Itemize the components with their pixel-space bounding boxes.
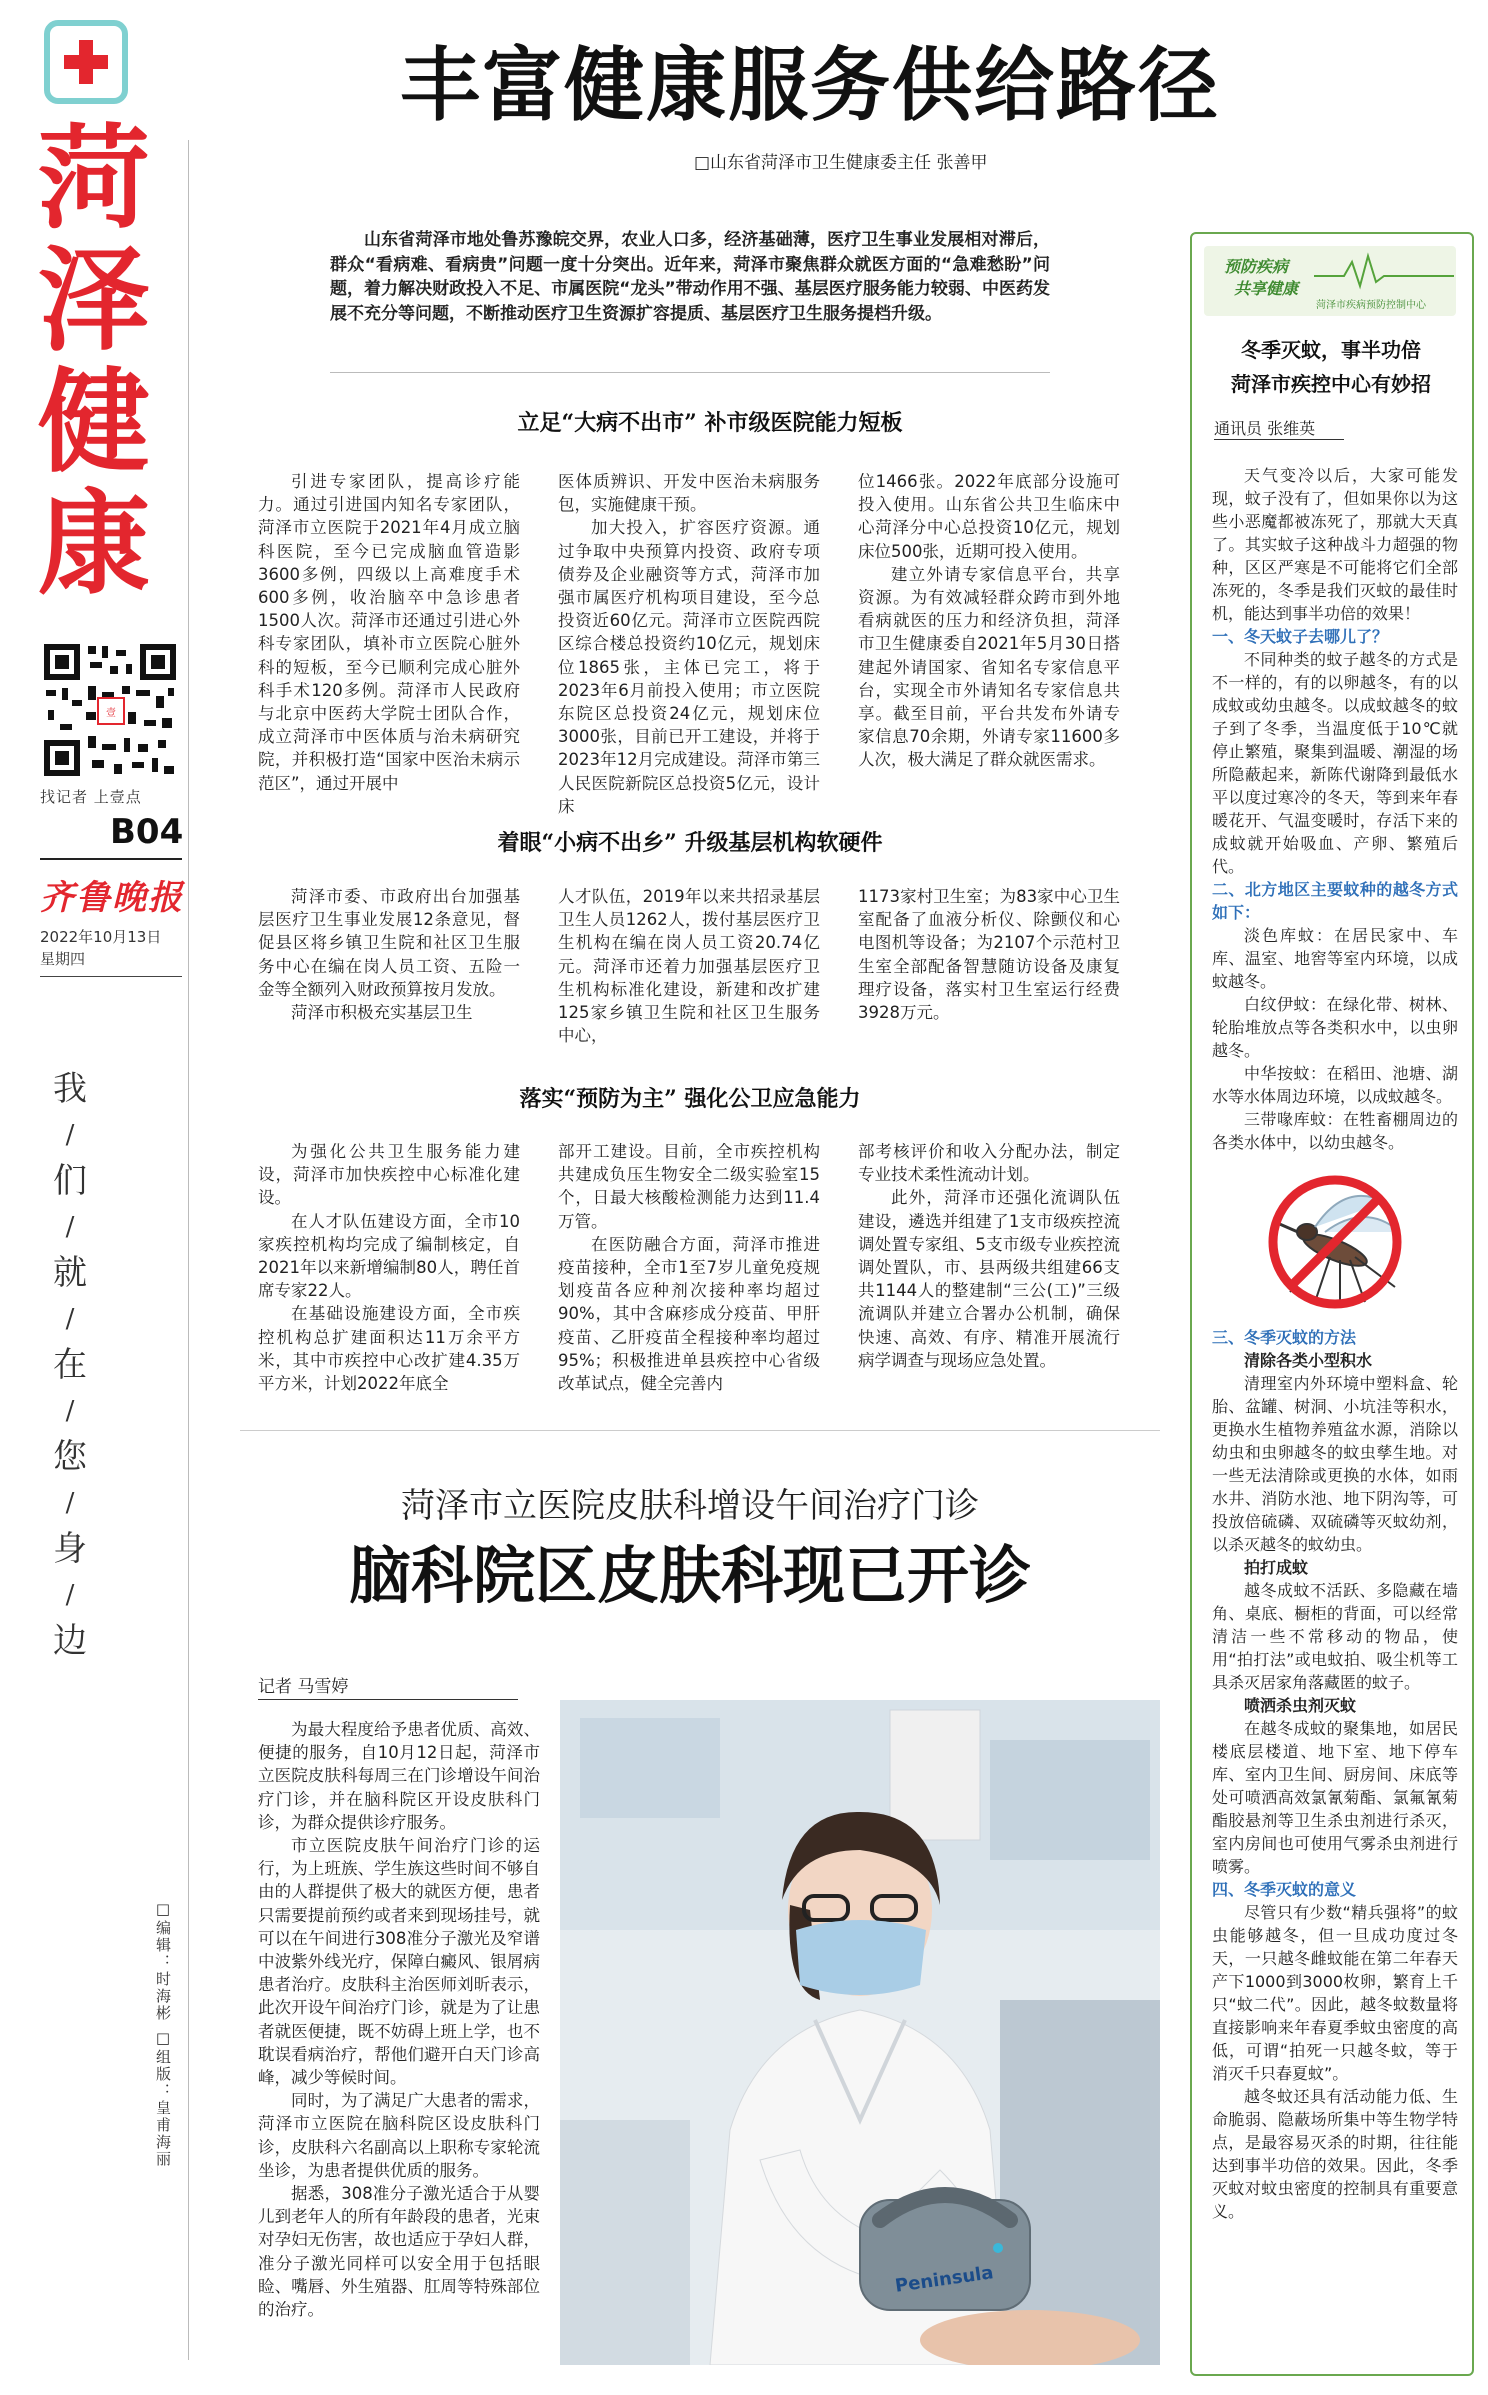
paragraph: 为最大程度给予患者优质、高效、便捷的服务，自10月12日起，菏泽市立医院皮肤科每周三在门诊增设午间治疗门诊，并在脑科院区开设皮肤科门诊，为群众提供诊疗服务。 — [258, 1720, 540, 1832]
title-char: 康 — [38, 480, 150, 610]
paragraph: 市立医院皮肤午间治疗门诊的运行，为上班族、学生族这些时间不够自由的人群提供了极大的就医方便，患者只需要提前预约或者来到现场挂号，就可以在午间进行308准分子激光及窄谱中波紫外线光疗，保障白癜风、银屑病患者治疗。皮肤科主治医师刘昕表示，此次开设午间治疗门诊，就是为了让患者就医便捷，既不妨碍上班上学，也不耽误看病治疗，帮他们避开白天门诊高峰，减少等候时间。 — [258, 1836, 540, 2088]
section1-col2 — [558, 470, 820, 818]
side-title-1: 冬季灭蚊，事半功倍 — [1241, 338, 1421, 362]
section1-col1 — [258, 470, 520, 795]
paragraph: 1173家村卫生室；为83家中心卫生室配备了血液分析仪、除颤仪和心电图机等设备；为2107个示范村卫生室全部配备智慧随访设备及康复理疗设备，落实村卫生室运行经费3928万元。 — [858, 887, 1120, 1023]
paragraph: 建立外请专家信息平台，共享资源。为有效减轻群众跨市到外地看病就医的压力和经济负担，菏泽市卫生健康委自2021年5月30日搭建起外请国家、省知名专家信息平台，实现全市外请知名专家信息共享。截至目前，平台共发布外请专家信息70余期，外请专家11600多人次，极大满足了群众就医需求。 — [858, 564, 1120, 770]
slogan-char: / — [65, 1396, 75, 1426]
column-title-vertical — [34, 114, 154, 610]
lead-divider — [330, 372, 1050, 373]
paragraph: 天气变冷以后，大家可能发现，蚊子没有了，但如果你以为这些小恶魔都被冻死了，那就大天真了。其实蚊子这种战斗力超强的物种，区区严寒是不可能将它们全部冻死的，冬季是我们灭蚊的最佳时机，能达到事半功倍的效果！ — [1212, 466, 1458, 623]
paper-logo: 齐鲁晚报 — [40, 878, 184, 918]
paragraph: 三带喙库蚊：在牲畜棚周边的各类水体中，以幼虫越冬。 — [1212, 1110, 1458, 1152]
paragraph: 越冬蚊还具有活动能力低、生命脆弱、隐蔽场所集中等生物学特点，是最容易灭杀的时期，往往能达到事半功倍的效果。因此，冬季灭蚊对蚊虫密度的控制具有重要意义。 — [1212, 2087, 1458, 2221]
section1-col3 — [858, 470, 1120, 772]
logo-org: 菏泽市疾病预防控制中心 — [1316, 300, 1426, 311]
qr-code[interactable] — [40, 640, 180, 780]
lead-text: 山东省菏泽市地处鲁苏豫皖交界，农业人口多，经济基础薄，医疗卫生事业发展相对滞后，群众“看病难、看病贵”问题一度十分突出。近年来，菏泽市聚焦群众就医方面的“急难愁盼”问题，着力解决财政投入不足、市属医院“龙头”带动作用不强、基层医疗服务能力较弱、中医药发展不充分等问题，不断推动医疗卫生资源扩容提质、基层医疗卫生服务提档升级。 — [330, 230, 1050, 324]
section-heading: 二、北方地区主要蚊种的越冬方式如下： — [1212, 880, 1458, 922]
logo-line1: 预防疾病 — [1224, 257, 1289, 276]
paragraph: 尽管只有少数“精兵强将”的蚊虫能够越冬，但一旦成功度过冬天，一只越冬雌蚊能在第二年春天产下1000到3000枚卵，繁育上千只“蚊二代”。因此，越冬蚊数量将直接影响来年春夏季蚊虫密度的高低，可谓“拍死一只越冬蚊，等于消灭千只春夏蚊”。 — [1212, 1903, 1458, 2083]
section3-col1 — [258, 1140, 520, 1395]
slogan-char: / — [65, 1120, 75, 1150]
section-heading: 四、冬季灭蚊的意义 — [1212, 1880, 1357, 1899]
paragraph: 菏泽市委、市政府出台加强基层医疗卫生事业发展12条意见，督促县区将乡镇卫生院和社区卫生服务中心在编在岗人员工资、五险一金等全额列入财政预算按月发放。 — [258, 887, 520, 999]
slogan-char: / — [65, 1304, 75, 1334]
section2-col1 — [258, 885, 520, 1024]
second-headline: 脑科院区皮肤科现已开诊 — [348, 1539, 1031, 1612]
slogan-char: 身 — [53, 1529, 87, 1569]
main-byline: □山东省菏泽市卫生健康委主任 张善甲 — [694, 153, 988, 173]
slogan-char: 在 — [53, 1345, 87, 1385]
paragraph: 清理室内外环境中塑料盒、轮胎、盆罐、树洞、小坑洼等积水，更换水生植物养殖盆水源，消除以幼虫和虫卵越冬的蚊虫孳生地。对一些无法清除或更换的水体，如雨水井、消防水池、地下阴沟等，可投放倍硫磷、双硫磷等灭蚊幼剂，以杀灭越冬的蚊幼虫。 — [1212, 1374, 1458, 1554]
side-title-2: 菏泽市疾控中心有妙招 — [1231, 372, 1431, 396]
paragraph: 在越冬成蚊的聚集地，如居民楼底层楼道、地下室、地下停车库、室内卫生间、厨房间、床底等处可喷洒高效氯氰菊酯、氯氟氰菊酯胶悬剂等卫生杀虫剂进行杀灭，室内房间也可使用气雾杀虫剂进行喷雾。 — [1212, 1719, 1458, 1876]
paragraph: 此外，菏泽市还强化流调队伍建设，遴选并组建了1支市级疾控流调处置专家组、5支市级专业疾控流调处置队，市、县两级共组建66支共1144人的整建制“三公(工)”三级流调队并建立合署办公机制，确保快速、高效、有序、精准开展流行病学调查与现场应急处置。 — [858, 1188, 1120, 1370]
main-headline: 丰富健康服务供给路径 — [400, 38, 1220, 132]
paragraph: 人才队伍，2019年以来共招录基层卫生人员1262人，拨付基层医疗卫生机构在编在岗人员工资20.74亿元。菏泽市还着力加强基层医疗卫生机构标准化建设，新建和改扩建125家乡镇卫生院和社区卫生服务中心， — [558, 887, 820, 1046]
issue-weekday: 星期四 — [40, 950, 86, 968]
section-heading-3: 落实“预防为主” 强化公卫应急能力 — [519, 1086, 861, 1112]
paragraph: 位1466张。2022年底部分设施可投入使用。山东省公共卫生临床中心菏泽分中心总投资10亿元，规划床位500张，近期可投入使用。 — [858, 472, 1120, 561]
paragraph: 在医防融合方面，菏泽市推进疫苗接种，全市1至7岁儿童免疫规划疫苗各应种剂次接种率均超过90%，其中含麻疹成分疫苗、甲肝疫苗、乙肝疫苗全程接种率均超过95%；积极推进单县疾控中心省级改革试点，健全完善内 — [558, 1234, 820, 1394]
article-photo — [560, 1700, 1160, 2365]
sub-heading: 喷洒杀虫剂灭蚊 — [1244, 1696, 1357, 1715]
main-lead — [330, 228, 1050, 326]
page-number: B04 — [110, 812, 184, 852]
paragraph: 菏泽市积极充实基层卫生 — [291, 1003, 473, 1023]
paragraph: 部开工建设。目前，全市疾控机构共建成负压生物安全二级实验室15个，日最大核酸检测能力达到11.4万管。 — [558, 1142, 820, 1231]
paragraph: 在基础设施建设方面，全市疾控机构总扩建面积达11万余平方米，其中市疾控中心改扩建4.35万平方米，计划2022年底全 — [258, 1304, 520, 1394]
slogan-char: / — [65, 1212, 75, 1242]
svg-text:壹: 壹 — [106, 708, 116, 719]
cross-icon — [62, 38, 110, 86]
no-mosquito-icon — [1212, 1162, 1458, 1318]
paragraph: 中华按蚊：在稻田、池塘、湖水等水体周边环境，以成蚊越冬。 — [1212, 1064, 1458, 1106]
paragraph: 不同种类的蚊子越冬的方式是不一样的，有的以卵越冬，有的以成蚊或幼虫越冬。以成蚊越冬的蚊子到了冬季，当温度低于10℃就停止繁殖，聚集到温暖、潮湿的场所隐蔽起来，新陈代谢降到最低水平以度过寒冷的冬天，等到来年春暖花开、气温变暖时，存活下来的成蚊就开始吸血、产卵、繁殖后代。 — [1212, 650, 1458, 876]
paragraph: 引进专家团队，提高诊疗能力。通过引进国内知名专家团队，菏泽市立医院于2021年4月成立脑科医院，至今已完成脑血管造影3600多例，四级以上高难度手术600多例，收治脑卒中急诊患者1500人次。菏泽市还通过引进心外科专家团队，填补市立医院心脏外科的短板，至今已顺利完成心脏外科手术120多例。菏泽市人民政府与北京中医药大学院士团队合作，成立菏泽市中医体质与治未病研究院，并积极打造“国家中医治未病示范区”，通过开展中 — [258, 472, 520, 793]
divider — [40, 858, 182, 860]
section-heading-1: 立足“大病不出市” 补市级医院能力短板 — [517, 410, 903, 436]
section3-col3 — [858, 1140, 1120, 1372]
slogan-char: 就 — [53, 1253, 87, 1293]
paragraph: 部考核评价和收入分配办法，制定专业技术柔性流动计划。 — [858, 1142, 1120, 1185]
heartbeat-icon — [1314, 252, 1454, 292]
device-label: Peninsula — [893, 2262, 995, 2297]
slogan-char: / — [65, 1488, 75, 1518]
second-kicker: 菏泽市立医院皮肤科增设午间治疗门诊 — [401, 1486, 979, 1526]
cdc-logo-banner — [1204, 246, 1456, 316]
slogan-char: / — [65, 1580, 75, 1610]
section2-col2 — [558, 885, 820, 1047]
title-char: 泽 — [38, 236, 150, 366]
slogan-vertical — [50, 1066, 90, 1664]
title-char: 健 — [38, 358, 150, 488]
paragraph: 医体质辨识、开发中医治未病服务包，实施健康干预。 — [558, 472, 820, 515]
slogan-char: 们 — [53, 1161, 87, 1201]
sub-heading: 清除各类小型积水 — [1244, 1351, 1373, 1370]
logo-line2: 共享健康 — [1234, 279, 1299, 298]
issue-date: 2022年10月13日 — [40, 928, 162, 946]
section-heading: 一、冬天蚊子去哪儿了？ — [1212, 627, 1389, 646]
second-article-body — [258, 1718, 540, 2321]
paragraph: 淡色库蚊：在居民家中、车库、温室、地窖等室内环境，以成蚊越冬。 — [1212, 926, 1458, 991]
second-byline: 记者 马雪婷 — [258, 1672, 518, 1700]
divider — [40, 976, 182, 977]
article-divider — [240, 1430, 1160, 1431]
slogan-char: 边 — [53, 1621, 87, 1661]
sub-heading: 拍打成蚊 — [1244, 1558, 1309, 1577]
title-char: 菏 — [38, 114, 150, 244]
qr-caption: 找记者 上壹点 — [40, 788, 142, 806]
masthead-rule — [188, 140, 189, 2360]
paragraph: 加大投入，扩容医疗资源。通过争取中央预算内投资、政府专项债券及企业融资等方式，菏泽市加强市属医疗机构项目建设，至今总投资近60亿元。菏泽市立医院西院区综合楼总投资约10亿元，规划床位1865张，主体已完工，将于2023年6月前投入使用；市立医院东院区总投资24亿元，规划床位3000张，目前已开工建设，并将于2023年12月完成建设。菏泽市第三人民医院新院区总投资5亿元，设计床 — [558, 518, 820, 816]
section3-col2 — [558, 1140, 820, 1395]
section-heading-2: 着眼“小病不出乡” 升级基层机构软硬件 — [497, 830, 883, 856]
slogan-char: 您 — [53, 1437, 87, 1477]
paragraph: 白纹伊蚊：在绿化带、树林、轮胎堆放点等各类积水中，以虫卵越冬。 — [1212, 995, 1458, 1060]
section-heading: 三、冬季灭蚊的方法 — [1212, 1328, 1357, 1347]
side-column-body — [1212, 464, 1458, 2223]
editor-credits: □编辑：时海彬 □组版：皇甫海丽 — [154, 1900, 172, 2168]
slogan-char: 我 — [53, 1069, 87, 1109]
paragraph: 据悉，308准分子激光适合于从婴儿到老年人的所有年龄段的患者，光束对孕妇无伤害，故也适应于孕妇人群，准分子激光同样可以安全用于包括眼睑、嘴唇、外生殖器、肛周等特殊部位的治疗。 — [258, 2184, 540, 2320]
side-byline: 通讯员 张维英 — [1214, 416, 1344, 440]
health-cross-badge — [44, 20, 128, 104]
section2-col3 — [858, 885, 1120, 1024]
paragraph: 越冬成蚊不活跃、多隐藏在墙角、桌底、橱柜的背面，可以经常清洁一些不常移动的物品，使用“拍打法”或电蚊拍、吸尘机等工具杀灭居家角落藏匿的蚊子。 — [1212, 1581, 1458, 1692]
paragraph: 为强化公共卫生服务能力建设，菏泽市加快疾控中心标准化建设。 — [258, 1142, 520, 1208]
paragraph: 在人才队伍建设方面，全市10家疾控机构均完成了编制核定，自2021年以来新增编制80人，聘任首席专家22人。 — [258, 1211, 520, 1301]
paragraph: 同时，为了满足广大患者的需求，菏泽市立医院在脑科院区设皮肤科门诊，皮肤科六名副高以上职称专家轮流坐诊，为患者提供优质的服务。 — [258, 2091, 540, 2180]
